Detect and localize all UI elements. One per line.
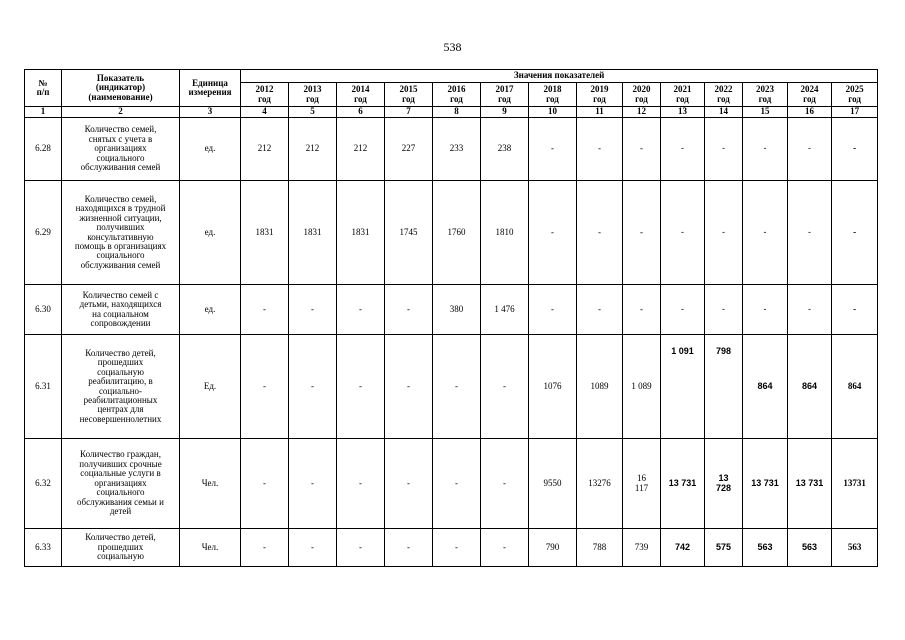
header-unit: Единица измерения <box>180 70 241 107</box>
value-cell: - <box>289 529 337 567</box>
value-cell: 1076 <box>529 335 577 439</box>
value-cell: 1 091 <box>661 335 705 439</box>
value-cell: - <box>743 181 788 285</box>
row-unit: ед. <box>180 118 241 181</box>
value-cell: - <box>623 285 661 335</box>
header-year: 2021 год <box>661 83 705 107</box>
value-cell: 380 <box>433 285 481 335</box>
value-cell: - <box>743 285 788 335</box>
column-number: 4 <box>241 107 289 118</box>
value-cell: - <box>529 181 577 285</box>
row-unit: Чел. <box>180 439 241 529</box>
value-cell: - <box>481 335 529 439</box>
value-cell: 13 731 <box>743 439 788 529</box>
row-indicator-name: Количество детей, прошедших социальную реабилитацию, в социально- реабилитационных центрах для несовершеннолетних <box>62 335 180 439</box>
header-year: 2016 год <box>433 83 481 107</box>
value-cell: 13 731 <box>788 439 832 529</box>
value-cell: - <box>337 529 385 567</box>
column-number: 6 <box>337 107 385 118</box>
row-index: 6.29 <box>25 181 62 285</box>
column-number: 3 <box>180 107 241 118</box>
value-cell: - <box>577 285 623 335</box>
table-row <box>25 181 878 285</box>
header-year: 2012 год <box>241 83 289 107</box>
row-indicator-name: Количество семей с детьми, находящихся на социальном сопровождении <box>62 285 180 335</box>
value-cell-2025: 864 <box>832 335 878 439</box>
header-values: Значения показателей <box>241 70 878 83</box>
value-cell: 238 <box>481 118 529 181</box>
table-row <box>25 118 878 181</box>
header-indicator: Показатель (индикатор) (наименование) <box>62 70 180 107</box>
page-number: 538 <box>443 40 462 54</box>
value-cell: 227 <box>385 118 433 181</box>
value-cell: - <box>385 335 433 439</box>
row-index: 6.31 <box>25 335 62 439</box>
value-cell: - <box>433 335 481 439</box>
row-indicator-name: Количество детей, прошедших социальную <box>62 529 180 567</box>
value-cell: 16 117 <box>623 439 661 529</box>
value-cell: - <box>481 529 529 567</box>
value-cell: 1810 <box>481 181 529 285</box>
column-number: 8 <box>433 107 481 118</box>
column-number: 14 <box>705 107 743 118</box>
row-unit: ед. <box>180 285 241 335</box>
value-cell: 9550 <box>529 439 577 529</box>
value-cell: - <box>481 439 529 529</box>
header-year: 2018 год <box>529 83 577 107</box>
column-number: 1 <box>25 107 62 118</box>
value-cell: 1745 <box>385 181 433 285</box>
column-number: 16 <box>788 107 832 118</box>
value-cell: 864 <box>743 335 788 439</box>
value-cell: 575 <box>705 529 743 567</box>
value-cell: 742 <box>661 529 705 567</box>
value-cell: 13 731 <box>661 439 705 529</box>
column-number: 7 <box>385 107 433 118</box>
row-indicator-name: Количество граждан, получивших срочные социальные услуги в организациях социального обслуживания семьи и детей <box>62 439 180 529</box>
value-cell: - <box>241 439 289 529</box>
value-cell: - <box>241 285 289 335</box>
row-index: 6.28 <box>25 118 62 181</box>
value-cell: - <box>788 285 832 335</box>
value-cell: - <box>577 118 623 181</box>
column-number: 15 <box>743 107 788 118</box>
value-cell: 212 <box>337 118 385 181</box>
value-cell: - <box>661 181 705 285</box>
table-row <box>25 335 878 439</box>
value-cell: - <box>289 335 337 439</box>
value-cell: 1831 <box>289 181 337 285</box>
value-cell: 1831 <box>337 181 385 285</box>
value-cell: 1089 <box>577 335 623 439</box>
value-cell: - <box>337 439 385 529</box>
header-num: № п/п <box>25 70 62 107</box>
value-cell: 788 <box>577 529 623 567</box>
value-cell: - <box>289 285 337 335</box>
value-cell: 864 <box>788 335 832 439</box>
value-cell: - <box>623 118 661 181</box>
value-cell: 563 <box>788 529 832 567</box>
value-cell: - <box>385 439 433 529</box>
value-cell: 233 <box>433 118 481 181</box>
value-cell: - <box>241 529 289 567</box>
column-number: 9 <box>481 107 529 118</box>
row-indicator-name: Количество семей, находящихся в трудной жизненной ситуации, получивших консультативную помощь в организациях социального обслуживания семей <box>62 181 180 285</box>
value-cell: - <box>661 118 705 181</box>
value-cell: - <box>385 285 433 335</box>
value-cell: 1 476 <box>481 285 529 335</box>
indicators-table <box>24 69 878 567</box>
value-cell-2025: - <box>832 181 878 285</box>
row-unit: Ед. <box>180 335 241 439</box>
column-number: 2 <box>62 107 180 118</box>
value-cell: - <box>623 181 661 285</box>
value-cell: 798 <box>705 335 743 439</box>
value-cell-2025: - <box>832 285 878 335</box>
value-cell: 212 <box>289 118 337 181</box>
header-year: 2025 год <box>832 83 878 107</box>
value-cell: - <box>705 181 743 285</box>
row-unit: ед. <box>180 181 241 285</box>
value-cell: - <box>529 118 577 181</box>
row-unit: Чел. <box>180 529 241 567</box>
column-number: 10 <box>529 107 577 118</box>
value-cell: 1 089 <box>623 335 661 439</box>
header-year: 2024 год <box>788 83 832 107</box>
table-row <box>25 439 878 529</box>
table-row <box>25 285 878 335</box>
value-cell: - <box>577 181 623 285</box>
column-number: 5 <box>289 107 337 118</box>
value-cell: 1831 <box>241 181 289 285</box>
value-cell: 563 <box>743 529 788 567</box>
value-cell: - <box>337 335 385 439</box>
value-cell: - <box>529 285 577 335</box>
value-cell: - <box>433 529 481 567</box>
column-number: 12 <box>623 107 661 118</box>
value-cell: - <box>241 335 289 439</box>
header-year: 2013 год <box>289 83 337 107</box>
column-number: 13 <box>661 107 705 118</box>
value-cell: - <box>385 529 433 567</box>
header-year: 2014 год <box>337 83 385 107</box>
value-cell: - <box>289 439 337 529</box>
row-index: 6.32 <box>25 439 62 529</box>
column-number: 17 <box>832 107 878 118</box>
value-cell: - <box>433 439 481 529</box>
row-indicator-name: Количество семей, снятых с учета в организациях социального обслуживания семей <box>62 118 180 181</box>
value-cell: 13 728 <box>705 439 743 529</box>
value-cell: 1760 <box>433 181 481 285</box>
value-cell-2025: - <box>832 118 878 181</box>
value-cell: 212 <box>241 118 289 181</box>
value-cell: - <box>743 118 788 181</box>
header-year: 2022 год <box>705 83 743 107</box>
value-cell-2025: 563 <box>832 529 878 567</box>
header-year: 2017 год <box>481 83 529 107</box>
row-index: 6.33 <box>25 529 62 567</box>
value-cell: - <box>337 285 385 335</box>
value-cell: - <box>661 285 705 335</box>
value-cell: - <box>705 285 743 335</box>
row-index: 6.30 <box>25 285 62 335</box>
value-cell: - <box>788 181 832 285</box>
table-row <box>25 529 878 567</box>
header-year: 2015 год <box>385 83 433 107</box>
value-cell-2025: 13731 <box>832 439 878 529</box>
header-year: 2023 год <box>743 83 788 107</box>
value-cell: 13276 <box>577 439 623 529</box>
header-year: 2020 год <box>623 83 661 107</box>
column-number: 11 <box>577 107 623 118</box>
value-cell: - <box>788 118 832 181</box>
value-cell: - <box>705 118 743 181</box>
value-cell: 739 <box>623 529 661 567</box>
header-year: 2019 год <box>577 83 623 107</box>
value-cell: 790 <box>529 529 577 567</box>
